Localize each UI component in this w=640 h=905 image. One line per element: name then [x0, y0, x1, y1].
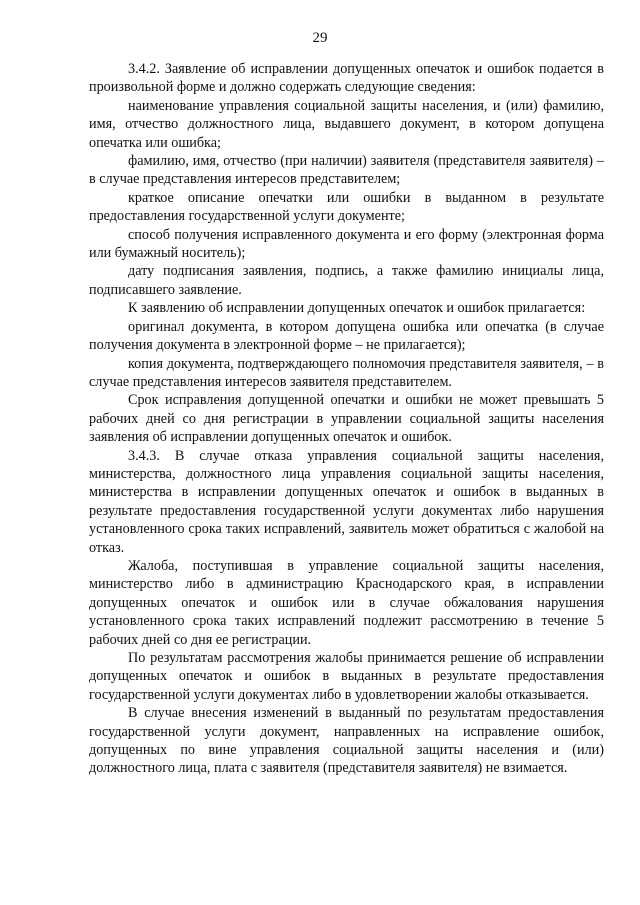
paragraph-attachments-intro: К заявлению об исправлении допущенных опечаток и ошибок прилагается:	[128, 300, 586, 317]
paragraph-correction-deadline: Срок исправления допущенной опечатки и ошибки не может превышать 5 рабочих дней со дня регистрации в управлении социальной защиты населения заявления об исправлении допущенных опечаток и ошибок.	[89, 392, 604, 446]
paragraph-item-error-description: краткое описание опечатки или ошибки в выданном в результате предоставления государственной услуги документе;	[89, 189, 604, 225]
paragraph-item-delivery-method: способ получения исправленного документа и его форму (электронная форма или бумажный носитель);	[89, 226, 604, 262]
paragraph-item-applicant-name: фамилию, имя, отчество (при наличии) заявителя (представителя заявителя) – в случае представления интересов представителем;	[89, 153, 604, 188]
paragraph-3-4-2: 3.4.2. Заявление об исправлении допущенных опечаток и ошибок подается в произвольной форме и должно содержать следующие сведения:	[89, 61, 604, 96]
page-number: 29	[312, 30, 328, 46]
paragraph-complaint-result: По результатам рассмотрения жалобы принимается решение об исправлении допущенных опечаток и ошибок в выданных в результате предоставления государственной услуги документах либо в удовлетворении жалобы отказывается.	[89, 650, 604, 703]
paragraph-no-fee: В случае внесения изменений в выданный по результатам предоставления государственной услуги документ, направленных на исправление ошибок, допущенных по вине управления социальной защиты населения и (или) должностного лица, плата с заявителя (представителя заявителя) не взимается.	[89, 705, 604, 777]
paragraph-3-4-3: 3.4.3. В случае отказа управления социальной защиты населения, министерства, должностного лица управления социальной защиты населения, министерства в исправлении допущенных опечаток и ошибок в выданных в результате предоставления государственной услуги документах либо нарушения установленного срока таких исправлений, заявитель может обратиться с жалобой на отказ.	[89, 447, 604, 556]
paragraph-attachment-original: оригинал документа, в котором допущена ошибка или опечатка (в случае получения документа в электронной форме – не прилагается);	[89, 318, 604, 354]
paragraph-item-agency-name: наименование управления социальной защиты населения, и (или) фамилию, имя, отчество должностного лица, выдавшего документ, в котором допущена опечатка или ошибка;	[89, 97, 604, 151]
document-body	[89, 60, 604, 778]
paragraph-attachment-copy: копия документа, подтверждающего полномочия представителя заявителя, – в случае представления интересов заявителя представителем.	[89, 355, 604, 390]
paragraph-complaint: Жалоба, поступившая в управление социальной защиты населения, министерство либо в администрацию Краснодарского края, в исправлении допущенных опечаток и ошибок или в случае обжалования нарушения установленного срока таких исправлений подлежит рассмотрению в течение 5 рабочих дней со дня ее регистрации.	[89, 557, 604, 648]
paragraph-item-signature-date: дату подписания заявления, подпись, а также фамилию инициалы лица, подписавшего заявление.	[89, 263, 604, 298]
